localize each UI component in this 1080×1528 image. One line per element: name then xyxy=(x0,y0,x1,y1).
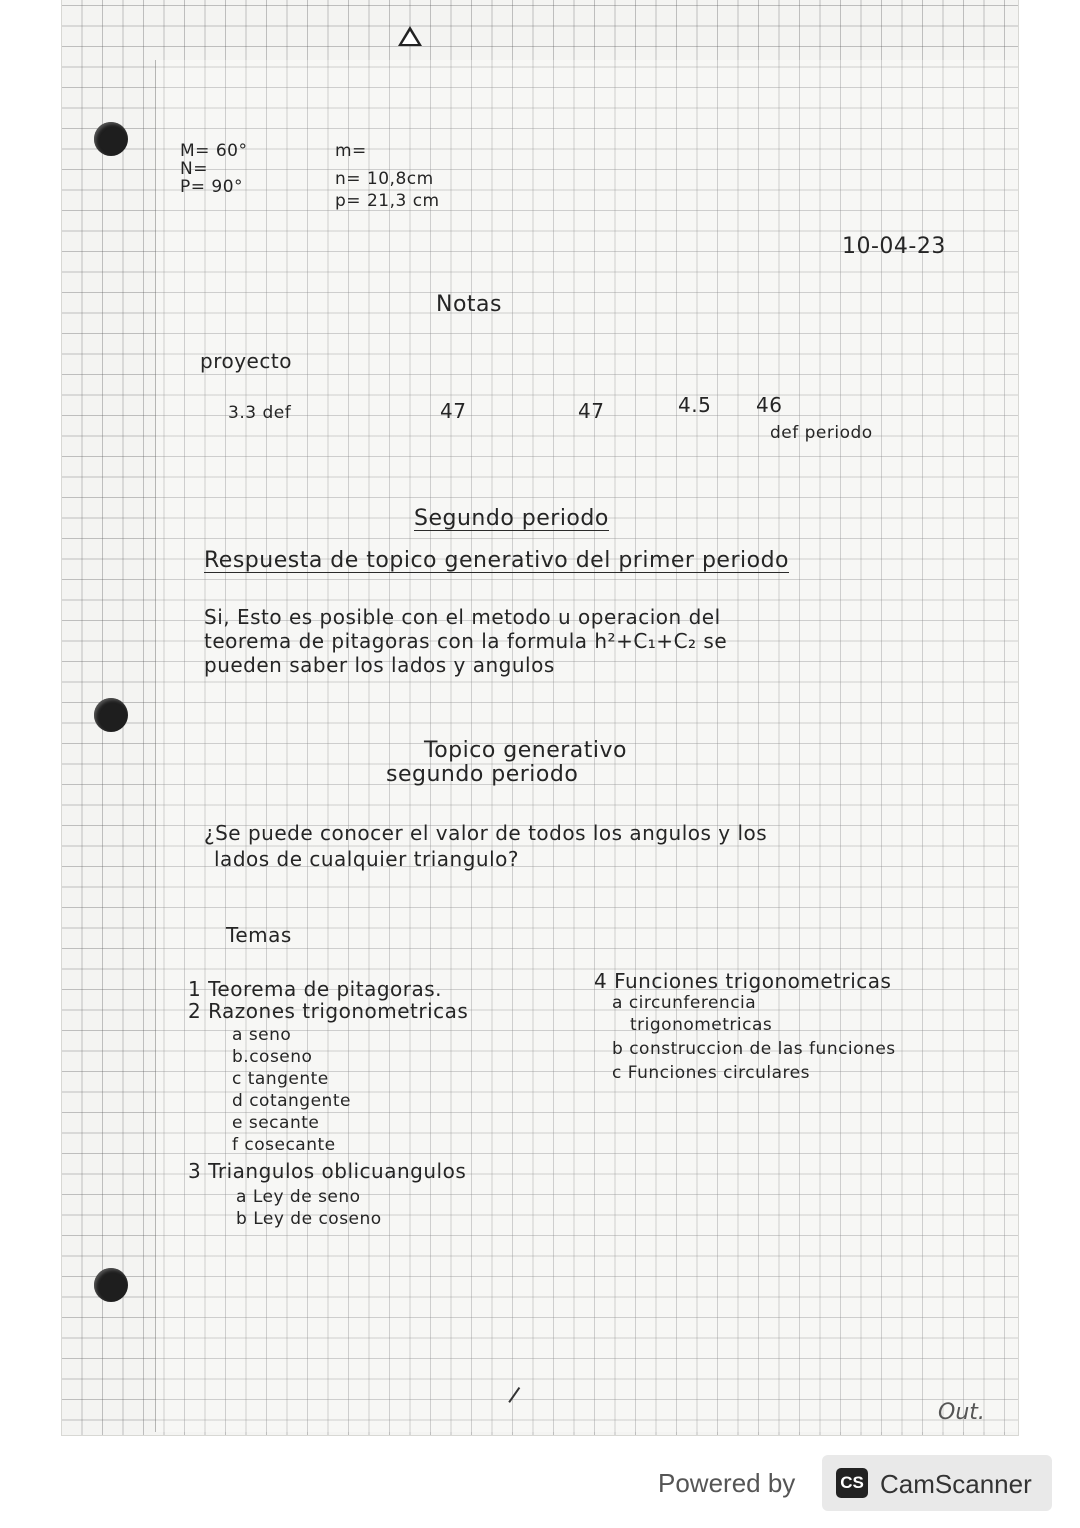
respuesta-line: pueden saber los lados y angulos xyxy=(204,653,555,677)
respuesta-heading: Respuesta de topico generativo del primer periodo xyxy=(204,548,789,573)
measure-m-lower: m= xyxy=(335,141,367,161)
tema-subitem: e secante xyxy=(232,1113,320,1133)
tema-subitem: c tangente xyxy=(232,1069,329,1089)
tema-subitem: b construccion de las funciones xyxy=(612,1039,896,1059)
binder-hole xyxy=(94,698,128,732)
grade-4: 46 xyxy=(756,393,783,417)
measure-n: N= xyxy=(180,159,208,179)
temas-title: Temas xyxy=(226,923,292,947)
binder-hole xyxy=(94,1268,128,1302)
tema-subitem: b.coseno xyxy=(232,1047,313,1067)
grade-def: 3.3 def xyxy=(228,403,292,423)
grade-3: 4.5 xyxy=(678,393,712,417)
signature: Out. xyxy=(938,1400,985,1425)
tema-item: 1 Teorema de pitagoras. xyxy=(188,977,443,1001)
date: 10-04-23 xyxy=(842,234,946,259)
tema-subitem: trigonometricas xyxy=(630,1015,773,1035)
question-line: lados de cualquier triangulo? xyxy=(214,847,520,871)
powered-by-text: Powered by xyxy=(658,1468,796,1498)
tema-subitem: c Funciones circulares xyxy=(612,1063,810,1083)
camscanner-brand: CamScanner xyxy=(880,1469,1032,1499)
tema-item: 2 Razones trigonometricas xyxy=(188,999,469,1023)
segundo-periodo-title: Segundo periodo xyxy=(414,506,609,531)
triangle-icon xyxy=(398,26,422,46)
tema-subitem: d cotangente xyxy=(232,1091,351,1111)
topico-title: Topico generativo xyxy=(424,738,628,763)
grade-1: 47 xyxy=(440,399,467,423)
grade-2: 47 xyxy=(578,399,605,423)
tema-subitem: f cosecante xyxy=(232,1135,336,1155)
topico-subtitle: segundo periodo xyxy=(386,762,579,787)
tema-subitem: b Ley de coseno xyxy=(236,1209,382,1229)
tema-item: 4 Funciones trigonometricas xyxy=(594,969,892,993)
measure-m: M= 60° xyxy=(180,141,248,161)
notas-title: Notas xyxy=(436,292,502,317)
tema-subitem: a circunferencia xyxy=(612,993,757,1013)
respuesta-line: Si, Esto es posible con el metodo u operacion del xyxy=(204,605,721,629)
measure-n-lower: n= 10,8cm xyxy=(335,169,434,189)
tema-subitem: a Ley de seno xyxy=(236,1187,361,1207)
respuesta-line: teorema de pitagoras con la formula h²+C₁+C₂ se xyxy=(204,629,728,653)
tema-subitem: a seno xyxy=(232,1025,292,1045)
question-line: ¿Se puede conocer el valor de todos los angulos y los xyxy=(204,821,768,845)
camscanner-logo-icon: CS xyxy=(836,1468,868,1498)
def-periodo: def periodo xyxy=(770,423,873,443)
measure-p: P= 90° xyxy=(180,177,244,197)
measure-p-lower: p= 21,3 cm xyxy=(335,191,440,211)
tema-item: 3 Triangulos oblicuangulos xyxy=(188,1159,467,1183)
binder-hole xyxy=(94,122,128,156)
proyecto-label: proyecto xyxy=(200,349,292,373)
